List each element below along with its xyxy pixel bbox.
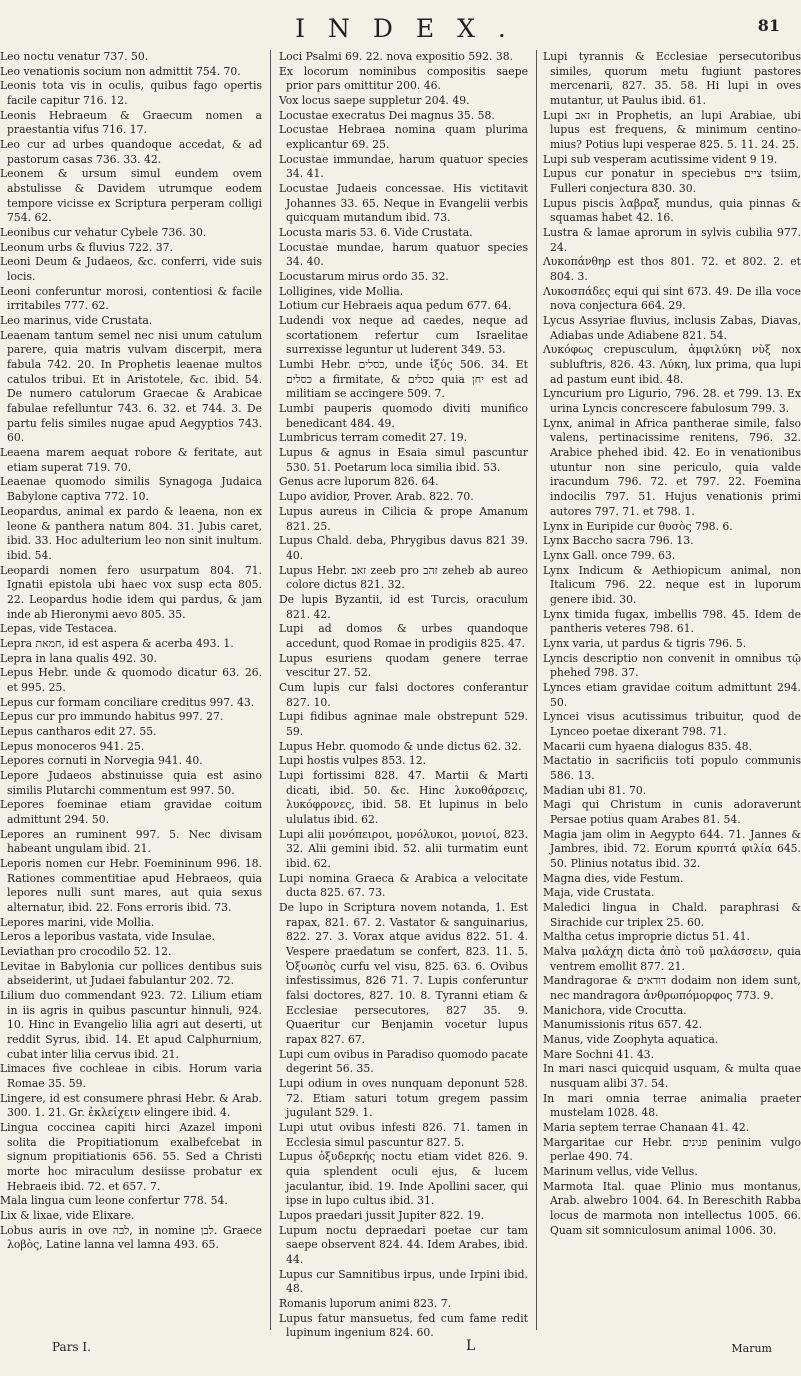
catchword: Marum <box>731 1342 772 1355</box>
index-entry: Λυκοσπάδες equi qui sint 673. 49. De illa voce nova conjectura 664. 29. <box>543 284 801 313</box>
index-entry: Lupus ὀξυδερκής noctu etiam videt 826. 9. quia splendent oculi ejus, & lucem jaculantur, ibid. 19. Inde Apollini sacer, qui ipse in lupo cultus ibid. 31. <box>279 1150 528 1208</box>
index-entry: Leonum urbs & fluvius 722. 37. <box>0 240 173 254</box>
index-entry: Mandragorae & דודאים dodaim non idem sunt, nec mandragora ἀνθρωπόμορφος 773. 9. <box>543 974 801 1002</box>
index-entry: Leo marinus, vide Crustata. <box>0 314 153 328</box>
index-entry: Lupi hostis vulpes 853. 12. <box>279 754 427 768</box>
index-entry: Ludendi vox neque ad caedes, neque ad scortationem refertur cum Israelitae surrexisse leguntur ut luderent 349. 53. <box>279 314 528 357</box>
index-entry: Leonem & ursum simul eundem ovem abstulisse & Davidem utrumque eodem tempore vicisse ex Scriptura perperam colligi 754. 62. <box>0 167 262 225</box>
index-entry: In mari omnia terrae animalia praeter mustelam 1028. 48. <box>543 1091 801 1120</box>
index-entry: Lupus Chald. deba, Phrygibus davus 821 39. 40. <box>279 534 528 562</box>
index-entry: Lepus cantharos edit 27. 55. <box>0 724 157 738</box>
index-entry: Maltha cetus improprie dictus 51. 41. <box>543 930 750 944</box>
index-entry: Locustarum mirus ordo 35. 32. <box>279 270 449 284</box>
index-entry: Lepores cornuti in Norvegia 941. 40. <box>0 754 203 768</box>
index-entry: Leros a leporibus vastata, vide Insulae. <box>0 930 215 944</box>
index-entry: Lustra & lamae aprorum in sylvis cubilia 977. 24. <box>543 226 801 254</box>
index-entry: Leaena marem aequat robore & feritate, aut etiam superat 719. 70. <box>0 446 262 474</box>
index-entry: Locustae mundae, harum quatuor species 34. 40. <box>279 240 528 269</box>
index-entry: Lynx varia, ut pardus & tigris 796. 5. <box>543 636 747 650</box>
index-entry: Lupus & agnus in Esaia simul pascuntur 530. 51. Poetarum loca similia ibid. 53. <box>279 446 528 474</box>
page-header <box>0 8 800 48</box>
index-entry: Lupus Hebr. זאב zeeb pro זהב zeheb ab aureo colore dictus 821. 32. <box>279 563 528 592</box>
index-entry: Lupus Hebr. quomodo & unde dictus 62. 32. <box>279 739 522 753</box>
index-entry: Lyncis descriptio non convenit in omnibus τῷ phehed 798. 37. <box>543 651 801 680</box>
index-entry: Lepus cur pro immundo habitus 997. 27. <box>0 710 224 724</box>
index-entry: Lupus cur Samnitibus irpus, unde Irpini ibid. 48. <box>279 1267 528 1296</box>
index-entry: Leviathan pro crocodilo 52. 12. <box>0 944 172 958</box>
index-entry: Lynx Indicum & Aethiopicum animal, non Italicum 796. 22. neque est in luporum genere ibid. 30. <box>543 563 801 606</box>
index-entry: Lupi ad domos & urbes quandoque accedunt, quod Romae in prodigiis 825. 47. <box>279 622 528 650</box>
index-entry: Lepra חמאת, id est aspera & acerba 493. 1. <box>0 636 234 650</box>
index-entry: Magi qui Christum in cunis adoraverunt Persae potius quam Arabes 81. 54. <box>543 798 801 826</box>
index-entry: Locustae immundae, harum quatuor species 34. 41. <box>279 152 528 181</box>
index-entry: Leonis Hebraeum & Graecum nomen a praestantia vifus 716. 17. <box>0 108 262 137</box>
index-entry: Lepra in lana qualis 492. 30. <box>0 651 157 665</box>
index-entry: Lix & lixae, vide Elixare. <box>0 1209 135 1223</box>
index-column-left <box>0 50 270 1330</box>
index-column-middle <box>270 50 537 1340</box>
index-entry: Lotium cur Hebraeis aqua pedum 677. 64. <box>279 299 512 313</box>
index-entry: Malva μαλάχη dicta ἀπὸ τοῦ μαλάσσειν, quia ventrem emollit 877. 21. <box>543 944 801 973</box>
index-entry: Loci Psalmi 69. 22. nova expositio 592. 38. <box>279 50 514 63</box>
index-entry: Leopardi nomen fero usurpatum 804. 71. Ignatii epistola ubi haec vox susp ecta 805. 22. Leopardus hodie idem qui pardus, & jam inde ab Hieronymi aevo 805. 35. <box>0 563 262 621</box>
index-entry: Lynx timida fugax, imbellis 798. 45. Idem de pantheris veteres 798. 61. <box>543 607 801 636</box>
index-entry: Leaenam tantum semel nec nisi unum catulum parere, quia matris vulvam discerpit, mera fabula 742. 20. In Prophetis leaenae multos catulos tribui. Et in Aristotele, &c. ibid. 54. De numero catulorum Graecae & Arabicae fabulae refelluntur 743. 6. 32. et 744. 3. De partu felis similes nugae apud Aegyptios 743. 60. <box>0 328 262 445</box>
index-entry: Lyncei visus acutissimus tribuitur, quod de Lynceo poetae dixerant 798. 71. <box>543 710 801 738</box>
index-entry: Leonibus cur vehatur Cybele 736. 30. <box>0 226 207 240</box>
running-head: INDEX. <box>295 14 529 43</box>
index-entry: Leonis tota vis in oculis, quibus fago opertis facile capitur 716. 12. <box>0 79 262 108</box>
page-number: 81 <box>757 16 780 35</box>
index-entry: Lobus auris in ove לבה, in nomine לבן. Graece λοβὸς, Latine lanna vel lamna 493. 65. <box>0 1223 263 1252</box>
index-entry: Marmota Ital. quae Plinio mus montanus, Arab. alwebro 1004. 64. In Bereschith Rabba locus de marmota non intellectus 1005. 66. Quam sit somniculosum animal 1006. 30. <box>543 1179 801 1237</box>
index-entry: Lupi cum ovibus in Paradiso quomodo pacate degerint 56. 35. <box>279 1047 528 1076</box>
index-entry: Lupi alii μονόπειροι, μονόλυκοι, μονιοί, 823. 32. Alii gemini ibid. 52. alii turmatim eunt ibid. 62. <box>279 827 528 870</box>
index-entry: Lynx in Euripide cur θυσὸς 798. 6. <box>543 519 733 533</box>
index-entry: Leoni conferuntur morosi, contentiosi & facile irritabiles 777. 62. <box>0 284 262 313</box>
index-entry: Lupos praedari jussit Jupiter 822. 19. <box>279 1209 485 1223</box>
gathering-letter: L <box>466 1338 476 1354</box>
index-entry: Magna dies, vide Festum. <box>543 871 684 885</box>
index-entry: Leopardus, animal ex pardo & leaena, non ex leone & panthera natum 804. 31. Jubis caret, ibid. 33. Hoc adulterium leo non sinit inultum. ibid. 54. <box>0 504 262 562</box>
index-entry: Lynx, animal in Africa pantherae simile, falso valens, pertinacissime renitens, 796. 32. Arabice phehed ibid. 42. Eo in venationibus utuntur non sine periculo, quia valde iracundum 796. 72. et 797. 22. Foemina indocilis 797. 51. Hujus venationis primi autores 797. 71. et 798. 1. <box>543 416 801 518</box>
index-entry: Ex locorum nominibus compositis saepe prior pars omittitur 200. 46. <box>279 64 528 93</box>
index-entry: Lupus esuriens quodam genere terrae vescitur 27. 52. <box>279 651 528 680</box>
index-entry: Locusta maris 53. 6. Vide Crustata. <box>279 226 473 240</box>
index-entry: Lepus monoceros 941. 25. <box>0 739 145 753</box>
index-entry: Lingere, id est consumere phrasi Hebr. & Arab. 300. 1. 21. Gr. ἐκλείχειν elingere ibid. 4. <box>0 1091 262 1120</box>
index-entry: Genus acre luporum 826. 64. <box>279 475 439 489</box>
index-entry: Leo noctu venatur 737. 50. <box>0 50 149 63</box>
index-entry: Λυκοπάνθηρ est thos 801. 72. et 802. 2. et 804. 3. <box>543 255 801 284</box>
index-entry: Manus, vide Zoophyta aquatica. <box>543 1033 719 1047</box>
index-entry: Locustae Hebraea nomina quam plurima explicantur 69. 25. <box>279 123 528 152</box>
index-entry: Lumbricus terram comedit 27. 19. <box>279 431 468 445</box>
index-entry: Lepores marini, vide Mollia. <box>0 915 155 929</box>
index-entry: Lupus fatur mansuetus, fed cum fame redit lupinum ingenium 824. 60. <box>279 1311 528 1340</box>
index-entry: Maria septem terrae Chanaan 41. 42. <box>543 1121 750 1135</box>
index-entry: Lynces etiam gravidae coitum admittunt 294. 50. <box>543 680 801 709</box>
index-entry: Lupi fidibus agninae male obstrepunt 529. 59. <box>279 710 528 738</box>
index-entry: Lupus piscis λαβραξ mundus, quia pinnas & squamas habet 42. 16. <box>543 196 801 225</box>
signature-mark: Pars I. <box>52 1340 91 1354</box>
index-entry: Cum lupis cur falsi doctores conferantur 827. 10. <box>279 680 528 709</box>
index-entry: Mala lingua cum leone confertur 778. 54. <box>0 1194 228 1208</box>
index-entry: Lupo avidior, Prover. Arab. 822. 70. <box>279 490 474 504</box>
index-entry: Lepas, vide Testacea. <box>0 622 117 636</box>
index-entry: Vox locus saepe suppletur 204. 49. <box>279 94 470 108</box>
index-entry: Lupi fortissimi 828. 47. Martii & Marti dicati, ibid. 50. &c. Hinc λυκοθάρσεις, λυκόφρονες, ibid. 58. Et lupinus in belo ululatus ibid. 62. <box>279 768 528 826</box>
index-entry: Magia jam olim in Aegypto 644. 71. Jannes & Jambres, ibid. 72. Eorum κρυπτά φιλία 645. 50. Plinius notatus ibid. 32. <box>543 827 801 870</box>
index-entry: Lynx Baccho sacra 796. 13. <box>543 534 694 548</box>
index-entry: Margaritae cur Hebr. פנינים peninim vulgo perlae 490. 74. <box>543 1135 801 1164</box>
index-entry: Lepus cur formam conciliare creditus 997. 43. <box>0 695 255 709</box>
index-entry: Locustae execratus Dei magnus 35. 58. <box>279 108 495 122</box>
index-entry: Lupus aureus in Cilicia & prope Amanum 821. 25. <box>279 504 528 533</box>
index-entry: Leo venationis socium non admittit 754. 70. <box>0 64 241 78</box>
index-entry: Lyncurium pro Ligurio, 796. 28. et 799. 13. Ex urina Lyncis concrescere fabulosum 799. 3. <box>543 387 801 416</box>
index-entry: Lepores foeminae etiam gravidae coitum admittunt 294. 50. <box>0 798 262 826</box>
index-entry: De lupis Byzantii, id est Turcis, oraculum 821. 42. <box>279 592 528 621</box>
index-entry: Leoni Deum & Judaeos, &c. conferri, vide suis locis. <box>0 255 262 284</box>
index-entry: Lupum noctu depraedari poetae cur tam saepe observent 824. 44. Idem Arabes, ibid. 44. <box>279 1223 528 1267</box>
index-entry: Macarii cum hyaena dialogus 835. 48. <box>543 739 753 753</box>
index-entry: Leporis nomen cur Hebr. Foemininum 996. 18. Rationes commentitiae apud Hebraeos, quia lepores nulli sunt mares, aut quia sexus alternatur, ibid. 22. Fons erroris ibid. 73. <box>0 856 262 914</box>
index-entry: Mare Sochni 41. 43. <box>543 1047 654 1061</box>
page-footer <box>0 1338 800 1362</box>
index-entry: Lupus cur ponatur in speciebus ציים tsiim, Fulleri conjectura 830. 30. <box>543 167 801 196</box>
index-entry: Manumissionis ritus 657. 42. <box>543 1018 703 1032</box>
index-entry: Locustae Judaeis concessae. His victitavit Johannes 33. 65. Neque in Evangelii verbis quicquam mutandum ibid. 73. <box>279 182 528 225</box>
index-entry: Λυκόφως crepusculum, ἀμφιλύκη νὺξ nox subluftris, 826. 43. Λύκη, lux prima, qua lupi ad pastum eunt ibid. 48. <box>543 343 801 386</box>
index-entry: In mari nasci quicquid usquam, & multa quae nusquam alibi 37. 54. <box>543 1062 801 1091</box>
index-entry: Lingua coccinea capiti hirci Azazel imponi solita die Propitiationum exalbefcebat in signum propitiationis 656. 55. Sed a Christi morte hoc miraculum desiisse probatur ex Hebraeis ibid. 72. et 657. 7. <box>0 1121 262 1193</box>
index-entry: Madian ubi 81. 70. <box>543 783 647 797</box>
index-entry: Lupi odium in oves nunquam deponunt 528. 72. Etiam saturi totum gregem passim jugulant 529. 1. <box>279 1077 528 1120</box>
index-entry: Leo cur ad urbes quandoque accedat, & ad pastorum casas 736. 33. 42. <box>0 138 262 166</box>
index-entry: Romanis luporum animi 823. 7. <box>279 1297 452 1311</box>
index-entry: Lumbi Hebr. כסלים, unde ἰξύς 506. 34. Et כסלים a firmitate, & כסלים quia יחן est ad militiam se accingere 509. 7. <box>279 358 529 401</box>
index-entry: Lepus Hebr. unde & quomodo dicatur 63. 26. et 995. 25. <box>0 666 262 694</box>
index-entry: Lupi sub vesperam acutissime vident 9 19. <box>543 152 778 166</box>
index-entry: De lupo in Scriptura novem notanda, 1. Est rapax, 821. 67. 2. Vastator & sanguinarius, 822. 27. 3. Vorax atque avidus 822. 51. 4. Vespere praedatum se confert, 823. 11. 5. Ὀξυωπὸς curfu vel visu, 825. 63. 6. Ovibus infestissimus, 826 71. 7. Lupis conferuntur falsi doctores, 827. 10. 8. Tyranni etiam & Ecclesiae persecutores, 827 35. 9. Quaeritur cur Benjamin vocetur lupus rapax 827. 67. <box>279 900 528 1047</box>
index-column-right <box>535 50 801 1330</box>
index-entry: Lupi tyrannis & Ecclesiae persecutoribus similes, quorum metu fugiunt pastores mercenarii, 827. 35. 58. Hi lupi in oves mutantur, ut Paulus ibid. 61. <box>543 50 801 108</box>
index-entry: Maja, vide Crustata. <box>543 886 655 900</box>
index-entry: Lepore Judaeos abstinuisse quia est asino similis Plutarchi commentum est 997. 50. <box>0 768 262 797</box>
index-entry: Lupi utut ovibus infesti 826. 71. tamen in Ecclesia simul pascuntur 827. 5. <box>279 1121 528 1149</box>
index-entry: Manichora, vide Crocutta. <box>543 1003 687 1017</box>
index-entry: Maledici lingua in Chald. paraphrasi & Sirachide cur triplex 25. 60. <box>543 900 801 929</box>
index-entry: Levitae in Babylonia cur pollices dentibus suis abseiderint, ut Judaei fabulantur 202. 72. <box>0 959 262 988</box>
index-entry: Lycus Assyriae fluvius, inclusis Zabas, Diavas, Adiabas unde Adiabene 821. 54. <box>543 314 801 342</box>
index-entry: Mactatio in sacrificiis toti populo communis 586. 13. <box>543 754 801 782</box>
index-entry: Lumbi pauperis quomodo diviti munifico benedicant 484. 49. <box>279 402 528 430</box>
index-entry: Lynx Gall. once 799. 63. <box>543 548 676 562</box>
index-entry: Lolligines, vide Mollia. <box>279 284 404 298</box>
index-entry: Lilium duo commendant 923. 72. Lilium etiam in iis agris in quibus pascuntur hinnuli, 924. 10. Hinc in Evangelio lilia agri aut deserti, ut reddit Syrus, ibid. 14. Et apud Calphurnium, cubat inter lilia cervus ibid. 21. <box>0 989 262 1061</box>
index-entry: Lepores an ruminent 997. 5. Nec divisam habeant ungulam ibid. 21. <box>0 827 262 856</box>
index-entry: Limaces five cochleae in cibis. Horum varia Romae 35. 59. <box>0 1062 262 1091</box>
index-entry: Leaenae quomodo similis Synagoga Judaica Babylone captiva 772. 10. <box>0 475 262 504</box>
index-entry: Lupi nomina Graeca & Arabica a velocitate ducta 825. 67. 73. <box>279 871 528 900</box>
index-entry: Marinum vellus, vide Vellus. <box>543 1165 698 1179</box>
index-entry: Lupi זאב in Prophetis, an lupi Arabiae, ubi lupus est frequens, & minimum centino-mius? Potius lupi vesperae 825. 5. 11. 24. 25. <box>543 108 801 152</box>
